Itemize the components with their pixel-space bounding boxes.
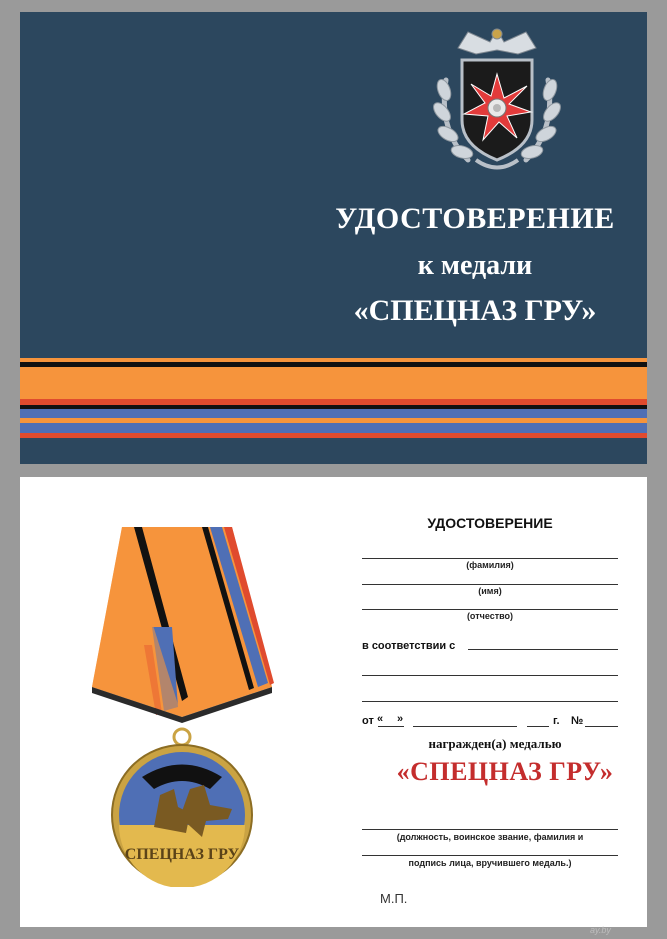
month-field[interactable]: [413, 726, 517, 727]
form-title: УДОСТОВЕРЕНИЕ: [427, 515, 553, 531]
medal-inscription: СПЕЦНАЗ ГРУ: [124, 846, 240, 863]
surname-caption: (фамилия): [466, 560, 514, 570]
name-field[interactable]: [362, 584, 618, 585]
accordance-field-line-3[interactable]: [362, 701, 618, 702]
cover-subtitle: к медали: [417, 250, 533, 281]
patronymic-field[interactable]: [362, 609, 618, 610]
certificate-inner: [20, 477, 647, 927]
in-accordance-label: в соответствии с: [362, 640, 456, 652]
date-quote-open: «: [377, 713, 384, 725]
year-label: г.: [553, 715, 560, 727]
accordance-field-line-2[interactable]: [362, 675, 618, 676]
patronymic-caption: (отчество): [466, 611, 514, 621]
date-quote-close: »: [397, 713, 404, 725]
number-field[interactable]: [585, 726, 618, 727]
medal-name: «СПЕЦНАЗ ГРУ»: [396, 757, 614, 786]
cover-title: УДОСТОВЕРЕНИЕ: [335, 202, 615, 235]
number-label: №: [571, 715, 584, 727]
accordance-field[interactable]: [468, 649, 618, 650]
gru-emblem-icon: [428, 20, 566, 180]
certificate-form: [20, 477, 647, 927]
watermark: ay.by: [590, 925, 611, 935]
ribbon-stripes: [20, 358, 647, 442]
name-caption: (имя): [478, 586, 502, 596]
from-label: от: [362, 715, 374, 727]
cover-medal-name: «СПЕЦНАЗ ГРУ»: [353, 294, 597, 327]
year-field[interactable]: [527, 726, 549, 727]
signature-caption: подпись лица, вручившего медаль.): [408, 858, 572, 868]
position-field[interactable]: [362, 829, 618, 830]
stamp-place-label: М.П.: [380, 891, 408, 906]
surname-field[interactable]: [362, 558, 618, 559]
certificate-cover: [20, 12, 647, 464]
awarded-label: награжден(а) медалью: [428, 736, 562, 751]
day-field[interactable]: [378, 726, 404, 727]
signature-field[interactable]: [362, 855, 618, 856]
position-caption: (должность, воинское звание, фамилия и: [396, 832, 584, 842]
